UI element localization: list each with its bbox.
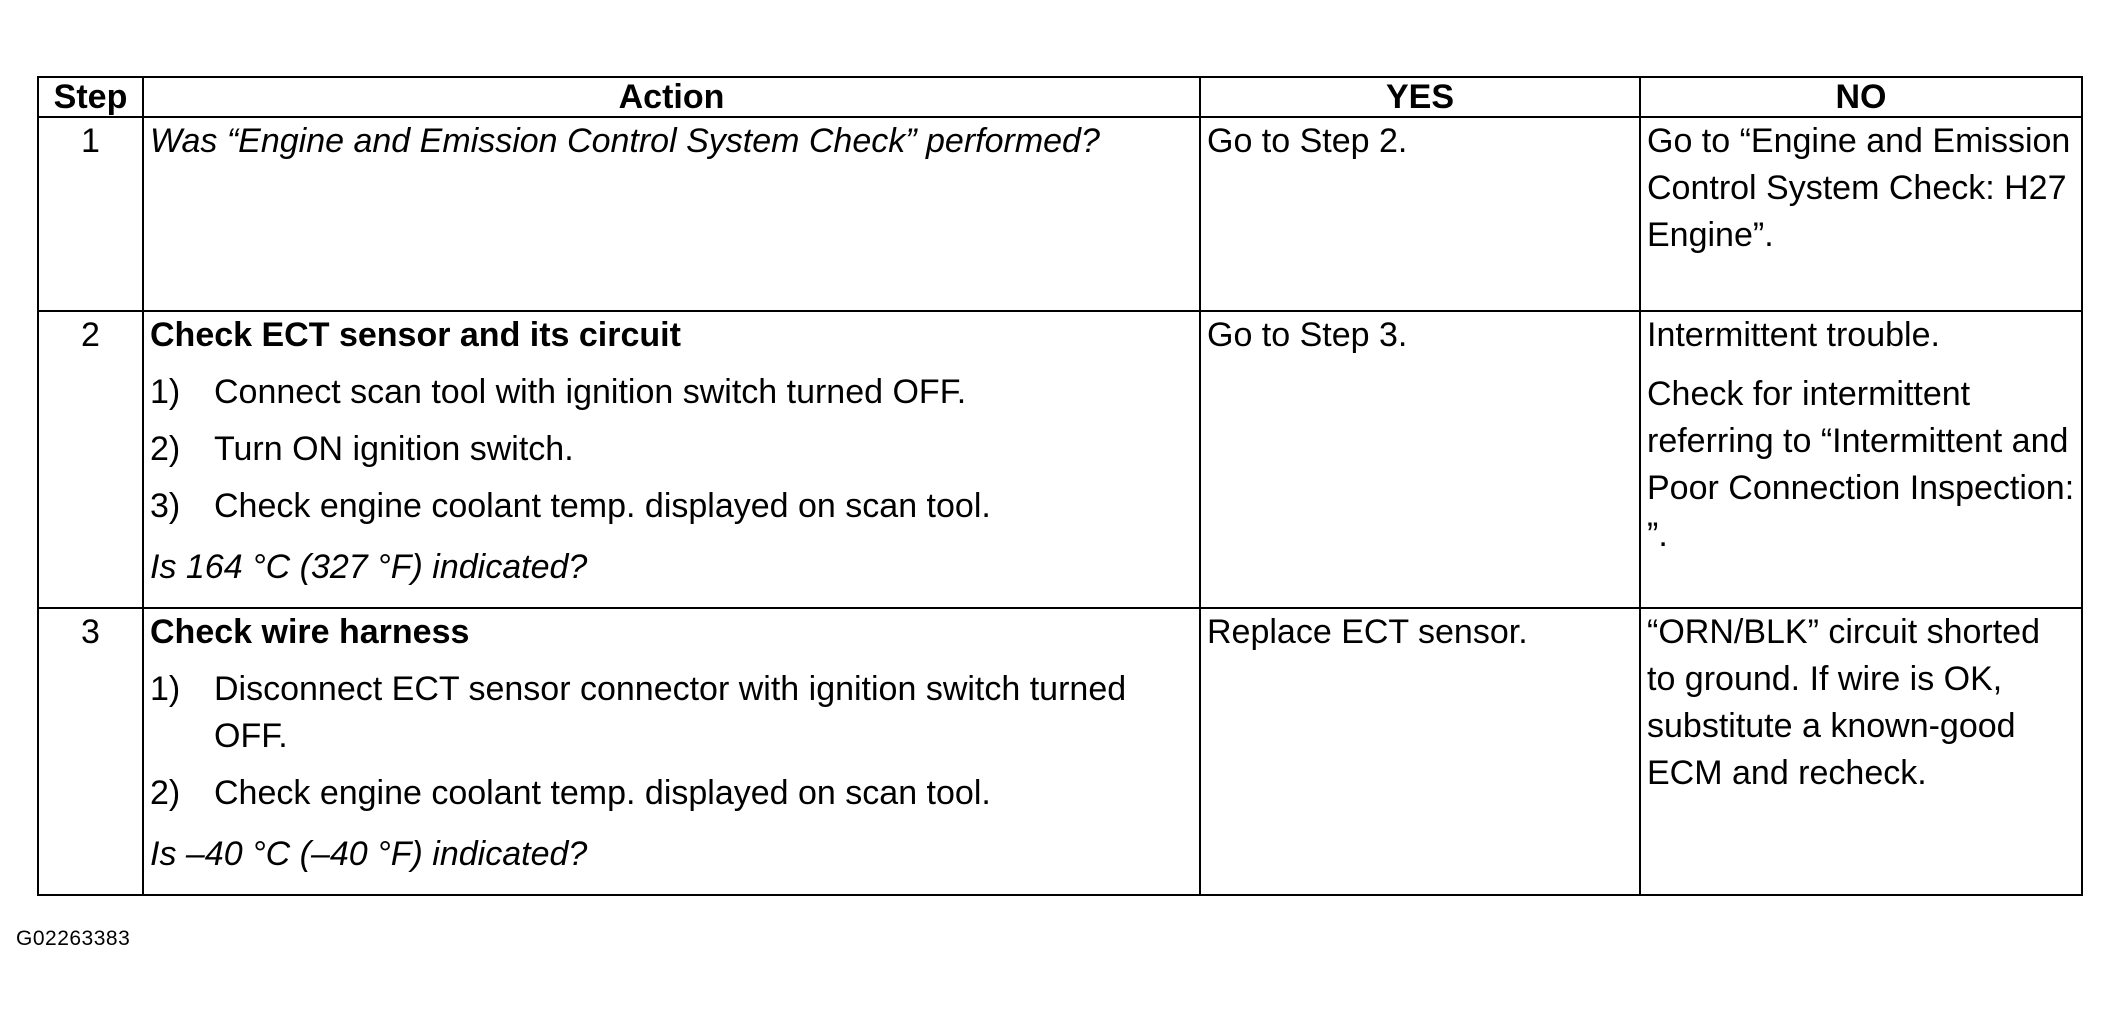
no-text: Check for intermittent referring to “Intermittent and Poor Connection Inspection: ”.	[1647, 374, 2075, 554]
figure-id: G02263383	[16, 927, 131, 950]
substep-item	[150, 770, 1193, 817]
action-cell	[143, 608, 1200, 895]
yes-cell: Replace ECT sensor.	[1200, 608, 1640, 895]
substep-list	[150, 369, 1193, 530]
header-yes: YES	[1200, 77, 1640, 117]
header-no: NO	[1640, 77, 2082, 117]
no-cell	[1640, 608, 2082, 895]
step-number: 1	[38, 117, 143, 311]
substep-text: Check engine coolant temp. displayed on scan tool.	[214, 486, 991, 525]
action-cell	[143, 311, 1200, 608]
table-row	[38, 608, 2082, 895]
action-title: Check ECT sensor and its circuit	[150, 316, 681, 354]
substep-text: Connect scan tool with ignition switch turned OFF.	[214, 372, 967, 411]
no-cell	[1640, 117, 2082, 311]
diagnostic-table	[37, 76, 2083, 896]
substep-item	[150, 483, 1193, 530]
table-row	[38, 311, 2082, 608]
action-title: Check wire harness	[150, 613, 470, 651]
substep-list	[150, 666, 1193, 817]
yes-cell: Go to Step 3.	[1200, 311, 1640, 608]
substep-text: Check engine coolant temp. displayed on scan tool.	[214, 773, 991, 812]
substep-item	[150, 369, 1193, 416]
substep-text: Turn ON ignition switch.	[214, 429, 574, 468]
substep-text: Disconnect ECT sensor connector with ignition switch turned OFF.	[214, 669, 1127, 755]
substep-item	[150, 426, 1193, 473]
header-row	[38, 77, 2082, 117]
header-action: Action	[143, 77, 1200, 117]
substep-item	[150, 666, 1193, 760]
no-text: Go to “Engine and Emission Control System Check: H27 Engine”.	[1647, 122, 2071, 254]
substep-number: 2)	[150, 429, 181, 468]
step-number: 3	[38, 608, 143, 895]
action-cell	[143, 117, 1200, 311]
substep-number: 1)	[150, 669, 181, 708]
no-cell	[1640, 311, 2082, 608]
no-text: Intermittent trouble.	[1647, 316, 1940, 354]
table-row	[38, 117, 2082, 311]
substep-number: 2)	[150, 773, 181, 812]
substep-number: 3)	[150, 486, 181, 525]
action-question: Is 164 °C (327 °F) indicated?	[150, 547, 588, 586]
step-number: 2	[38, 311, 143, 608]
no-text: “ORN/BLK” circuit shorted to ground. If wire is OK, substitute a known-good ECM and recheck.	[1647, 613, 2040, 792]
substep-number: 1)	[150, 372, 181, 411]
action-question: Is –40 °C (–40 °F) indicated?	[150, 834, 588, 873]
header-step: Step	[38, 77, 143, 117]
action-question: Was “Engine and Emission Control System Check” performed?	[150, 122, 1100, 160]
yes-cell: Go to Step 2.	[1200, 117, 1640, 311]
